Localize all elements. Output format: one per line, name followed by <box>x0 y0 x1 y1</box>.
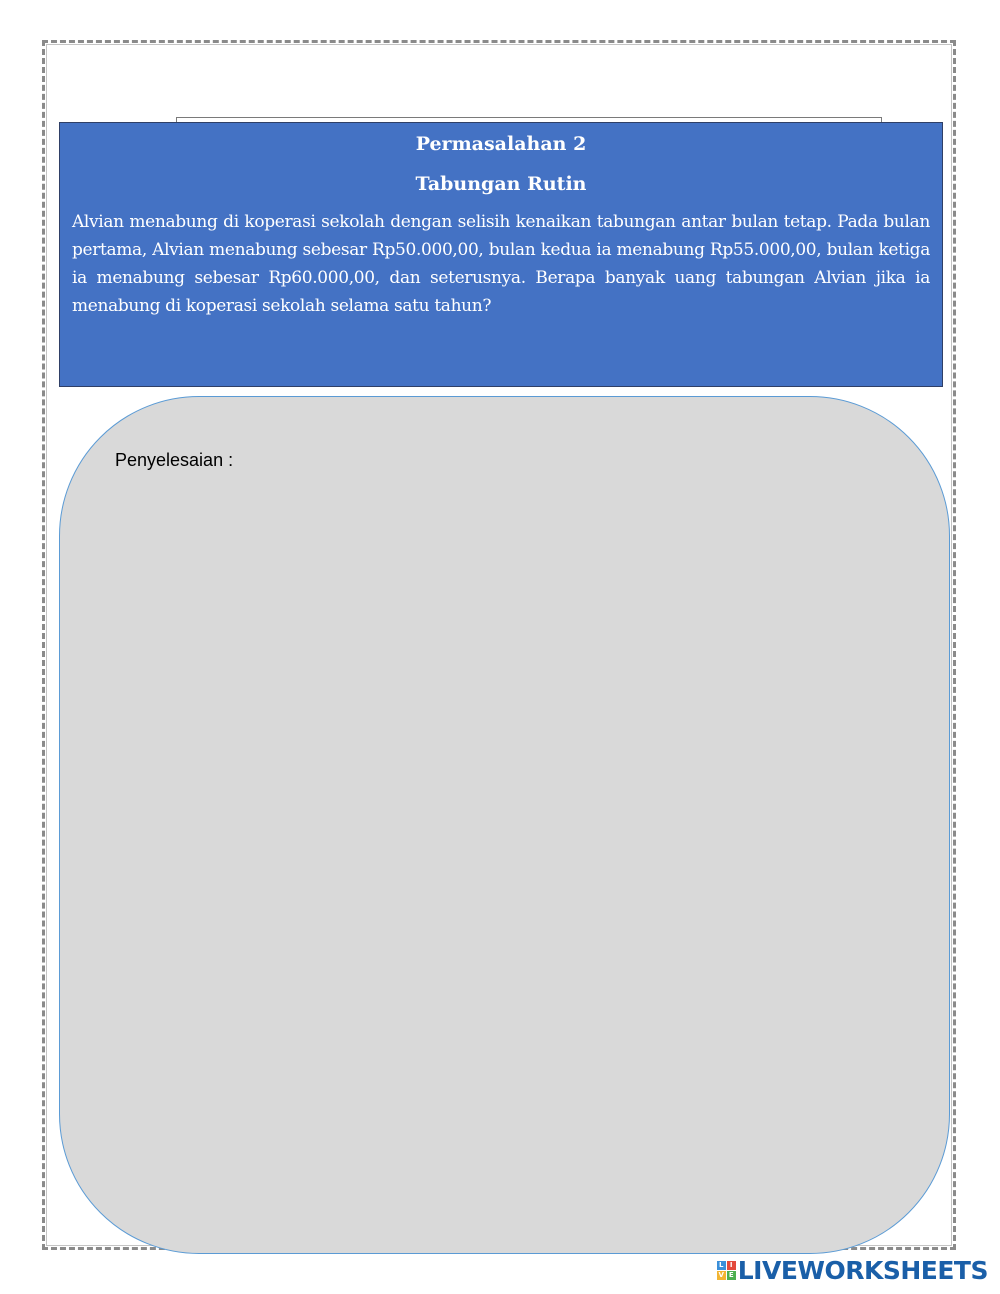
problem-text: Alvian menabung di koperasi sekolah dengan selisih kenaikan tabungan antar bulan tetap. Pada bulan pertama, Alvian menabung sebesar Rp50.000,00, bulan kedua ia menabung Rp55.000,00, bulan ketiga ia menabung sebesar Rp60.000,00, dan seterusnya. Berapa banyak uang tabungan Alvian jika ia menabung di koperasi sekolah selama satu tahun? <box>72 212 930 316</box>
problem-subtitle: Tabungan Rutin <box>415 173 587 195</box>
brand-name: LIVEWORKSHEETS <box>737 1255 988 1285</box>
answer-area[interactable] <box>59 396 950 1254</box>
problem-box <box>59 122 943 387</box>
problem-title: Permasalahan 2 <box>415 133 587 155</box>
answer-label: Penyelesaian : <box>115 450 234 470</box>
liveworksheets-brand <box>717 1255 988 1285</box>
liveworksheets-logo-icon: L I V E <box>717 1261 736 1280</box>
